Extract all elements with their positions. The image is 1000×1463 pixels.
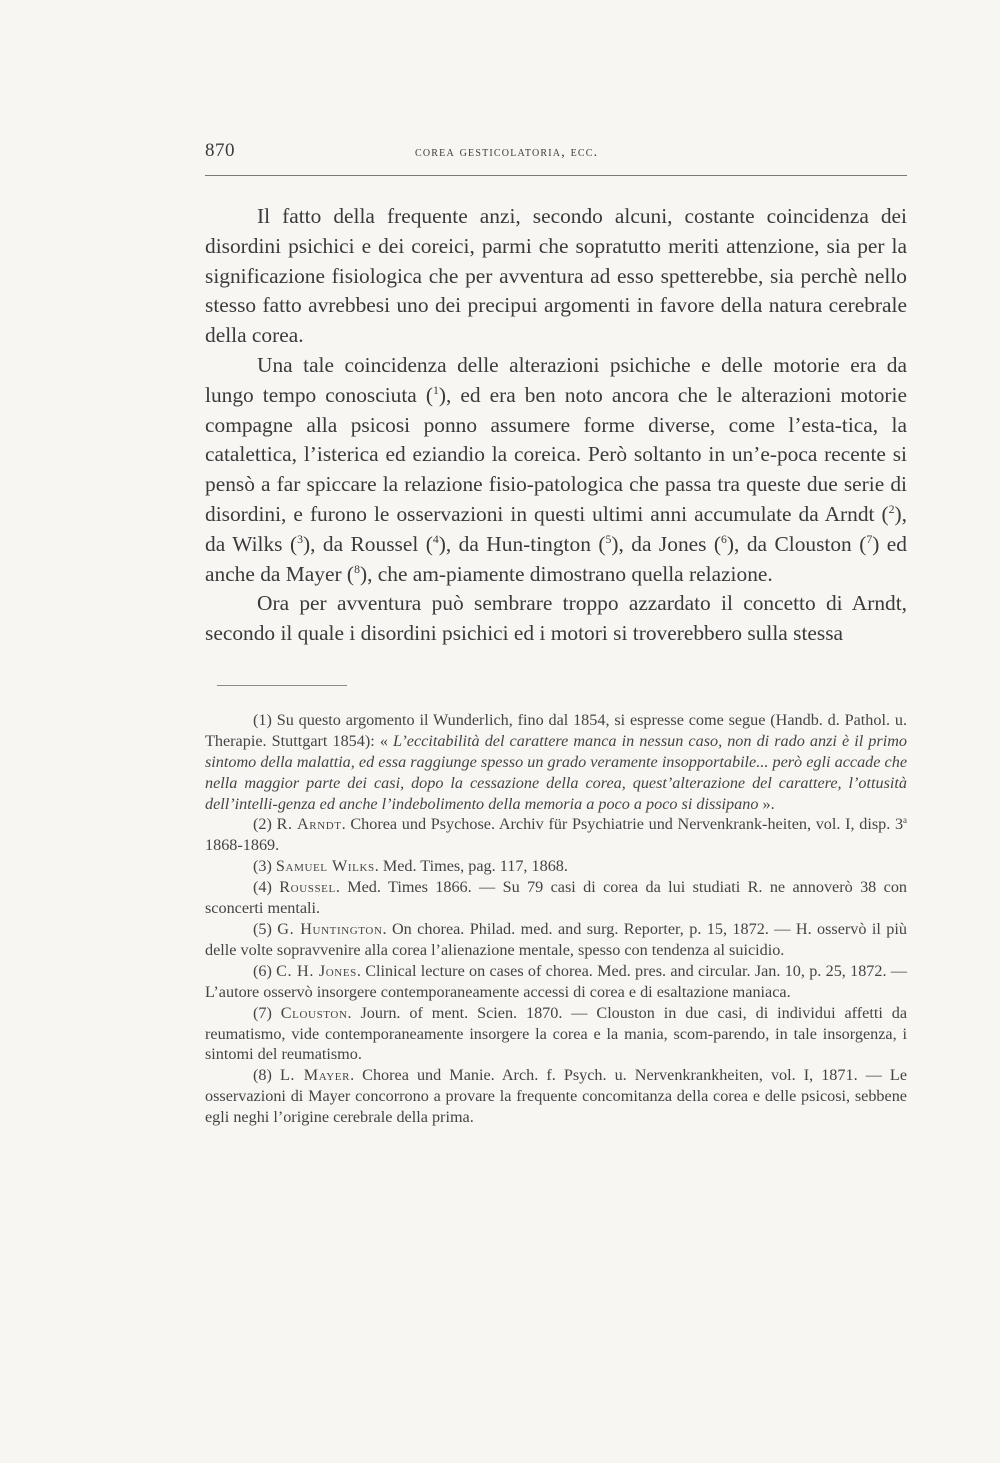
footnote-text: . Med. Times 1866. — Su 79 casi di corea da lui studiati R. ne annoverò 38 con sconcerti mentali.: [205, 878, 908, 918]
footnote-ref-8: 8: [354, 562, 360, 576]
text-run: ), da Wilks (: [205, 501, 907, 556]
footnote-mark: (7): [253, 1003, 272, 1022]
footnote-text: . On chorea. Philad. med. and surg. Reporter, p. 15, 1872. — H. osservò il più delle volte sopravvenire alla corea l’alienazione mentale, spesso con tendenza al suicidio.: [205, 920, 907, 959]
text-run: ), ed era ben noto ancora che le alterazioni motorie compagne alla psicosi ponno assumere forme diverse, come l’esta-tica, la catalettica, l’isterica ed eziandio la coreica. Però soltanto in un’e-poca recente si pensò a far spiccare la relazione fisio-patologica che passa tra queste due serie di disordini, e furono le osservazioni in questi ultimi anni accumulate da Arndt (: [205, 382, 907, 526]
paragraph-1: Il fatto della frequente anzi, secondo alcuni, costante coincidenza dei disordini psichici e dei coreici, parmi che sopratutto meriti attenzione, sia per la significazione fisiologica che per avventura ad esso spetterebbe, sia perchè nello stesso fatto avrebbesi uno dei precipui argomenti in favore della natura cerebrale della corea.: [205, 204, 907, 348]
running-title: corea gesticolatoria, ecc.: [415, 145, 599, 160]
footnote-ref-3: 3: [297, 532, 303, 546]
footnote-author: Samuel Wilks: [275, 857, 375, 876]
footnotes: [205, 710, 907, 1128]
text-run: ), da Clouston (: [726, 531, 867, 556]
text-run: ) ed anche da Mayer (: [205, 531, 907, 586]
footnote-mark: (4): [253, 878, 272, 897]
footnote-ref-2: 2: [888, 502, 895, 516]
footnote-text: . Chorea und Psychose. Archiv für Psychiatrie und Nervenkrank-heiten, vol. I, disp. 3: [341, 815, 904, 834]
footnote-6: [205, 961, 907, 1003]
footnote-author: L. Mayer: [279, 1066, 351, 1085]
footnote-ref-7: 7: [866, 532, 873, 546]
footnote-text: . Clinical lecture on cases of chorea. Med. pres. and circular. Jan. 10, p. 25, 1872. — L’autore osservò insorgere contemporaneamente accessi di corea e di esaltazione maniaca.: [205, 961, 907, 1001]
footnote-divider: [217, 685, 347, 686]
page-header: [205, 140, 907, 176]
footnote-text: ».: [758, 794, 775, 813]
text-run: Una tale coincidenza delle alterazioni psichiche e delle motorie era da lungo tempo conosciuta (: [205, 352, 907, 407]
footnote-sup: a: [903, 815, 907, 826]
footnote-ref-4: 4: [432, 532, 439, 546]
text-run: ), che am-piamente dimostrano quella relazione.: [359, 561, 773, 586]
footnote-text: . Journ. of ment. Scien. 1870. — Clouston in due casi, di individui affetti da reumatismo, vide contemporaneamente insorgere la corea e la mania, scom-parendo, in tale insorgenza, i sintomi del reumatismo.: [205, 1003, 908, 1064]
paragraph-2: [205, 351, 907, 589]
footnote-7: [205, 1003, 907, 1066]
page-number: 870: [205, 140, 235, 161]
footnote-mark: (6): [253, 961, 272, 980]
footnote-4: [205, 877, 907, 919]
footnote-text: . Chorea und Manie. Arch. f. Psych. u. Nervenkrankheiten, vol. I, 1871. — Le osservazioni di Mayer concorrono a provare la frequente concomitanza della corea e delle psicosi, sebbene egli neghi l’origine cerebrale della prima.: [205, 1066, 908, 1127]
footnote-2: [205, 814, 907, 856]
footnote-5: [205, 919, 907, 961]
footnote-text: Su questo argomento il Wunderlich, fino dal 1854, si espresse come segue (Handb. d. Pathol. u. Therapie. Stuttgart 1854): «: [205, 710, 907, 750]
footnote-quote: L’eccitabilità del carattere manca in nessun caso, non di rado anzi è il primo sintomo della malattia, ed essa raggiunge spesso un grado veramente insopportabile... però egli accade che nella maggior parte dei casi, dopo la cessazione della corea, quest’alterazione del carattere, l’ottusità dell’intelli-genza ed anche l’indebolimento della memoria a poco a poco si dissipano: [205, 731, 907, 813]
footnote-ref-5: 5: [605, 532, 612, 546]
footnote-1: [205, 710, 907, 815]
footnote-3: [205, 856, 907, 877]
footnote-8: [205, 1065, 907, 1128]
footnote-author: G. Huntington: [277, 920, 383, 939]
footnote-mark: (2): [253, 815, 272, 834]
footnote-mark: (5): [253, 920, 272, 939]
main-text: [205, 202, 907, 649]
footnote-mark: (1): [253, 710, 272, 729]
text-run: ), da Hun-tington (: [438, 531, 606, 556]
footnote-ref-1: 1: [432, 383, 439, 397]
footnote-author: Roussel: [279, 878, 336, 897]
text-run: ), da Roussel (: [302, 531, 433, 556]
footnote-author: Clouston: [280, 1003, 348, 1022]
footnote-ref-6: 6: [721, 532, 727, 546]
footnote-mark: (8): [253, 1066, 272, 1085]
footnote-text: 1868-1869.: [205, 836, 280, 855]
footnote-text: . Med. Times, pag. 117, 1868.: [374, 857, 568, 876]
paragraph-3: Ora per avventura può sembrare troppo azzardato il concetto di Arndt, secondo il quale i disordini psichici ed i motori si troverebbero sulla stessa: [205, 591, 907, 646]
book-page: [205, 140, 907, 1128]
footnote-author: C. H. Jones: [276, 961, 357, 980]
footnote-author: R. Arndt: [276, 815, 342, 834]
footnote-mark: (3): [253, 857, 272, 876]
text-run: ), da Jones (: [611, 531, 722, 556]
